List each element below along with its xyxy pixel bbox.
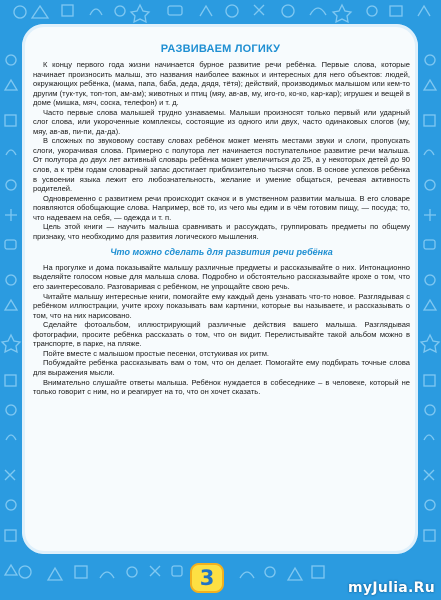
paragraph: Часто первые слова малышей трудно узнаваемы. Малыши произносят только первый или ударный слог слова, или укороченные комплексы, состоящие из одного или двух, часто одинаковых слогов (му, мяу, ав-ав, пи-пи, да-да). [33, 107, 410, 136]
section-subtitle: Что можно сделать для развития речи ребёнка [110, 247, 333, 258]
paragraph: Сделайте фотоальбом, иллюстрирующий различные действия вашего малыша. Разглядывая фотографии, просите ребёнка рассказать о том, что он видит. Перелистывайте такой альбом можно в транспорте, в парке, на пляже. [33, 320, 410, 349]
paragraph: В сложных по звуковому составу словах ребёнок может менять местами звуки и слоги, пропускать слоги, укорачивая слова. Примерно с полутора лет начинается поступательное развитие речи малыша. От полутора до двух лет активный словарь ребёнка может увеличиться до 25, а у некоторых детей до 90 слов, а к трём годам словарный запас достигает приблизительно тысячи слов. В основе успехов ребёнка в усвоении языка лежит его любознательность, желание и умение общаться, речевая активность родителей. [33, 136, 410, 194]
article-body [33, 60, 410, 397]
page-title: РАЗВИВАЕМ ЛОГИКУ [160, 43, 281, 55]
page-number-badge [190, 563, 224, 593]
paragraph: Читайте малышу интересные книги, помогайте ему каждый день узнавать что-то новое. Разглядывая с ребёнком иллюстрации, учите кроху показывать вам картинки, которые вы называете, и рассказывать о том, что на них нарисовано. [33, 291, 410, 320]
paragraph: К концу первого года жизни начинается бурное развитие речи ребёнка. Первые слова, которые начинает произносить малыш, это названия наиболее важных и интересных для него объектов: людей, окружающих ребёнка, (мама, папа, баба, деда, дядя, тётя); действий, производимых малышом или кем-то другим (тук-тук, топ-топ, ам-ам); животных и птиц (мяу, ав-ав, му, иго-го, ко-ко, кар-кар); игрушек и вещей в доме (мишка, мяч, соска, телефон) и т. д. [33, 60, 410, 108]
paragraph: Одновременно с развитием речи происходит скачок и в умственном развитии малыша. В его словаре появляются обобщающие слова. Например, всё то, из чего мы едим и в чём готовим пищу, — посуда; то, что надеваем на себя, — одежда и т. п. [33, 193, 410, 222]
paragraph: Побуждайте ребёнка рассказывать вам о том, что он делает. Помогайте ему подбирать точные слова для выражения мысли. [33, 358, 410, 377]
paragraph: На прогулке и дома показывайте малышу различные предметы и рассказывайте о них. Интонационно выделяйте голосом новые для малыша слова. Подробно и обстоятельно рассказывайте крохе о том, что его заинтересовало. Разговаривая с ребёнком, не упрощайте свою речь. [33, 262, 410, 292]
page-number: 3 [199, 566, 215, 590]
paragraph: Цель этой книги — научить малыша сравнивать и рассуждать, группировать предметы по общему признаку, что необходимо для развития логического мышления. [33, 222, 410, 241]
paragraph: Внимательно слушайте ответы малыша. Ребёнок нуждается в собеседнике – в человеке, который не только говорит с ним, но и реагирует на то, что он хочет сказать. [33, 377, 410, 397]
paragraph: Пойте вместе с малышом простые песенки, отстукивая их ритм. [43, 348, 269, 358]
site-watermark: myJulia.Ru [348, 580, 435, 596]
